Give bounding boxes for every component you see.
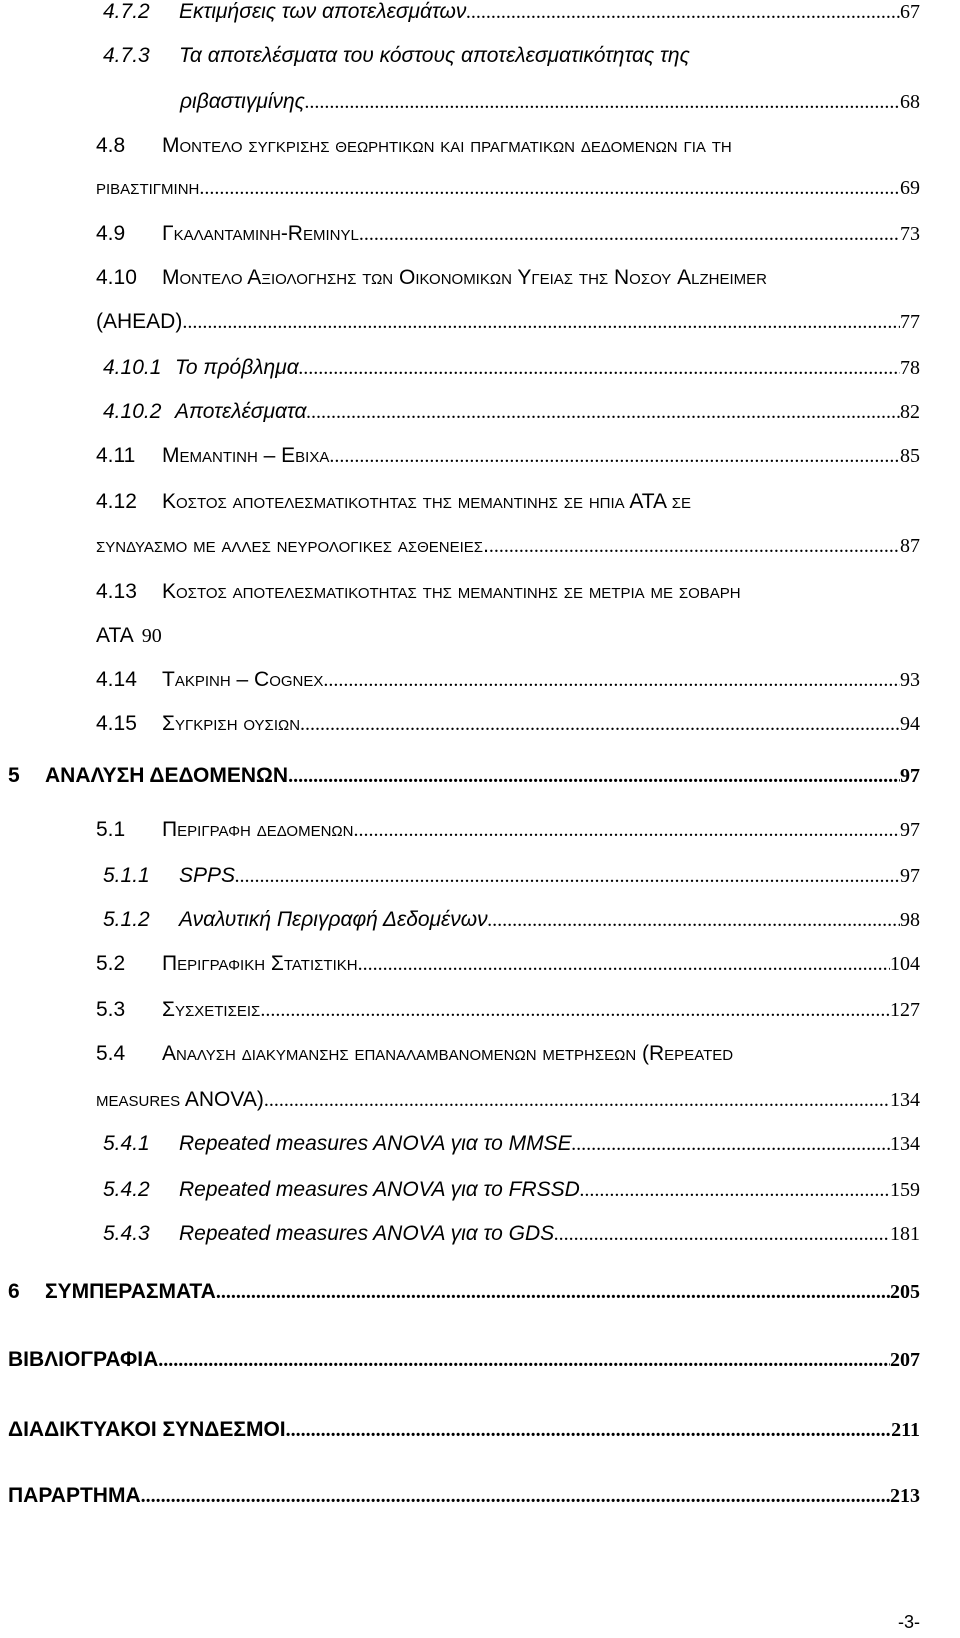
entry-title: συνδυασμο με αλλες νευρολογικες ασθενειες. bbox=[96, 534, 489, 557]
entry-title: Μοντελο συγκρισης θεωρητικων και πραγματικων δεδομενων για τη bbox=[162, 134, 732, 157]
entry-number: 5.4.2 bbox=[103, 1178, 150, 1201]
entry-number: 4.7.2 bbox=[103, 0, 150, 23]
toc-entry-bibliography bbox=[8, 1340, 920, 1380]
entry-page: 73 bbox=[900, 223, 920, 245]
entry-title: ΣΥΜΠΕΡΑΣΜΑΤΑ bbox=[45, 1280, 216, 1303]
dot-leader bbox=[158, 1340, 890, 1380]
dot-leader bbox=[305, 82, 900, 122]
entry-number: 4.10.1 bbox=[103, 356, 162, 379]
toc-entry-4-10 bbox=[96, 258, 767, 298]
entry-title: Περιγραφικη Στατιστικη bbox=[162, 952, 358, 975]
toc-entry-4-7-3 bbox=[103, 36, 690, 76]
toc-entry-4-9 bbox=[96, 214, 920, 254]
entry-page: 134 bbox=[890, 1133, 920, 1155]
entry-page: 85 bbox=[900, 445, 920, 467]
toc-entry-6 bbox=[8, 1272, 920, 1312]
toc-entry-4-10-cont bbox=[96, 302, 920, 342]
dot-leader bbox=[199, 168, 900, 208]
entry-page: 94 bbox=[900, 713, 920, 735]
entry-number: 5.4.3 bbox=[103, 1222, 150, 1245]
entry-number: 6 bbox=[8, 1280, 20, 1303]
entry-title: Μεμαντινη – Εbixa bbox=[162, 444, 330, 467]
toc-entry-5-4-1 bbox=[103, 1124, 920, 1164]
entry-page: 77 bbox=[900, 311, 920, 333]
entry-title: Περιγραφη δεδομενων bbox=[162, 818, 354, 841]
dot-leader bbox=[323, 660, 900, 700]
entry-page: 97 bbox=[900, 865, 920, 887]
entry-page: 97 bbox=[900, 819, 920, 841]
entry-title: SPPS bbox=[179, 864, 236, 887]
dot-leader bbox=[359, 214, 900, 254]
entry-page: 207 bbox=[890, 1349, 920, 1371]
entry-page: 181 bbox=[890, 1223, 920, 1245]
entry-page: 97 bbox=[900, 765, 920, 787]
toc-entry-5-1-1 bbox=[103, 856, 920, 896]
toc-entry-5-3 bbox=[96, 990, 920, 1030]
toc-entry-4-13 bbox=[96, 572, 741, 612]
entry-number: 4.10 bbox=[96, 266, 137, 289]
dot-leader bbox=[288, 756, 900, 796]
toc-entry-4-12-cont bbox=[96, 526, 920, 566]
toc-entry-5-4-3 bbox=[103, 1214, 920, 1254]
entry-title: Repeated measures ANOVA για το MMSE bbox=[179, 1132, 572, 1155]
toc-entry-web-links bbox=[8, 1410, 920, 1450]
dot-leader bbox=[488, 900, 900, 940]
dot-leader bbox=[299, 348, 900, 388]
entry-title: Το πρόβλημα bbox=[175, 356, 299, 379]
entry-page: 67 bbox=[900, 1, 920, 23]
entry-title: Repeated measures ANOVA για το GDS bbox=[179, 1222, 555, 1245]
entry-title: Συσχετισεις bbox=[162, 998, 261, 1021]
entry-title: Τα αποτελέσματα του κόστους αποτελεσματικότητας της bbox=[179, 44, 690, 67]
entry-number: 5.1.1 bbox=[103, 864, 150, 887]
toc-entry-4-10-1 bbox=[103, 348, 920, 388]
toc-entry-4-13-cont bbox=[96, 616, 162, 656]
entry-number: 4.12 bbox=[96, 490, 137, 513]
dot-leader bbox=[554, 1214, 890, 1254]
entry-number: 4.11 bbox=[96, 444, 136, 467]
entry-number: 4.13 bbox=[96, 580, 137, 603]
entry-page: 213 bbox=[890, 1485, 920, 1507]
dot-leader bbox=[489, 526, 900, 566]
toc-entry-5-1-2 bbox=[103, 900, 920, 940]
entry-number: 4.9 bbox=[96, 222, 126, 245]
dot-leader bbox=[307, 392, 901, 432]
entry-number: 5.2 bbox=[96, 952, 126, 975]
toc-entry-5-2 bbox=[96, 944, 920, 984]
entry-title: ΑΤΑ bbox=[96, 624, 134, 647]
dot-leader bbox=[141, 1476, 890, 1516]
dot-leader bbox=[300, 704, 900, 744]
entry-page: 127 bbox=[890, 999, 920, 1021]
dot-leader bbox=[466, 0, 900, 32]
entry-number: 5.4 bbox=[96, 1042, 126, 1065]
toc-entry-4-12 bbox=[96, 482, 691, 522]
entry-title: Κοστος αποτελεσματικοτητας της μεμαντινης σε μετρια με σοβαρη bbox=[162, 580, 741, 603]
entry-page: 205 bbox=[890, 1281, 920, 1303]
entry-page: 69 bbox=[900, 177, 920, 199]
entry-title: ριβαστιγμίνης bbox=[180, 90, 305, 113]
page-number: -3- bbox=[898, 1612, 920, 1632]
dot-leader bbox=[572, 1124, 890, 1164]
entry-number: 4.14 bbox=[96, 668, 137, 691]
entry-number: 4.15 bbox=[96, 712, 137, 735]
dot-leader bbox=[580, 1170, 890, 1210]
toc-entry-5-4-2 bbox=[103, 1170, 920, 1210]
entry-number: 4.7.3 bbox=[103, 44, 150, 67]
entry-title: ΔΙΑΔΙΚΤΥΑΚΟΙ ΣΥΝΔΕΣΜΟΙ bbox=[8, 1418, 286, 1441]
entry-title: Γκαλανταμινη-Reminyl bbox=[162, 222, 359, 245]
entry-number: 5.1.2 bbox=[103, 908, 150, 931]
entry-number: 5.1 bbox=[96, 818, 126, 841]
toc-entry-4-10-2 bbox=[103, 392, 920, 432]
toc-entry-appendix bbox=[8, 1476, 920, 1516]
dot-leader bbox=[329, 436, 900, 476]
entry-title: ΒΙΒΛΙΟΓΡΑΦΙΑ bbox=[8, 1348, 159, 1371]
dot-leader bbox=[358, 944, 890, 984]
entry-page: 211 bbox=[891, 1419, 920, 1441]
entry-page: 90 bbox=[141, 625, 162, 647]
toc-entry-5-4-cont bbox=[96, 1080, 920, 1120]
toc-entry-4-14 bbox=[96, 660, 920, 700]
entry-number: 5.3 bbox=[96, 998, 126, 1021]
entry-title: Αναλυση διακυμανσης επαναλαμβανομενων μετρησεων (Repeated bbox=[162, 1042, 734, 1065]
toc-entry-4-11 bbox=[96, 436, 920, 476]
entry-number: 5.4.1 bbox=[103, 1132, 150, 1155]
entry-page: 104 bbox=[890, 953, 920, 975]
entry-number: 5 bbox=[8, 764, 20, 787]
entry-title: measures ANOVA) bbox=[96, 1088, 264, 1111]
entry-page: 78 bbox=[900, 357, 920, 379]
entry-title: Τακρινη – Cognex bbox=[162, 668, 324, 691]
entry-title: (AHEAD) bbox=[96, 310, 183, 333]
toc-entry-4-15 bbox=[96, 704, 920, 744]
dot-leader bbox=[235, 856, 900, 896]
entry-page: 93 bbox=[900, 669, 920, 691]
entry-page: 87 bbox=[900, 535, 920, 557]
entry-title: Συγκριση ουσιων bbox=[162, 712, 301, 735]
dot-leader bbox=[353, 810, 900, 850]
entry-page: 159 bbox=[890, 1179, 920, 1201]
entry-page: 134 bbox=[890, 1089, 920, 1111]
entry-title: Αποτελέσματα bbox=[175, 400, 307, 423]
dot-leader bbox=[260, 990, 890, 1030]
entry-title: Εκτιμήσεις των αποτελεσμάτων bbox=[179, 0, 467, 23]
dot-leader bbox=[216, 1272, 890, 1312]
dot-leader bbox=[264, 1080, 890, 1120]
toc-entry-5 bbox=[8, 756, 920, 796]
entry-page: 68 bbox=[900, 91, 920, 113]
toc-entry-4-8-cont bbox=[96, 168, 920, 208]
entry-title: ριβαστιγμινη bbox=[96, 176, 200, 199]
entry-title: Μοντελο Αξιολογησης των Οικονομικων Υγειας της Νοσου Alzheimer bbox=[162, 266, 767, 289]
toc-entry-4-8 bbox=[96, 126, 732, 166]
toc-entry-5-1 bbox=[96, 810, 920, 850]
entry-page: 98 bbox=[900, 909, 920, 931]
toc-entry-5-4 bbox=[96, 1034, 733, 1074]
entry-number: 4.8 bbox=[96, 134, 126, 157]
toc-entry-4-7-2 bbox=[103, 0, 920, 32]
entry-number: 4.10.2 bbox=[103, 400, 162, 423]
entry-title: ΑΝΑΛΥΣΗ ΔΕΔΟΜΕΝΩΝ bbox=[45, 764, 289, 787]
dot-leader bbox=[182, 302, 900, 342]
entry-title: ΠΑΡΑΡΤΗΜΑ bbox=[8, 1484, 141, 1507]
dot-leader bbox=[286, 1410, 891, 1450]
entry-title: Αναλυτική Περιγραφή Δεδομένων bbox=[179, 908, 488, 931]
entry-title: Repeated measures ANOVA για το FRSSD bbox=[179, 1178, 580, 1201]
toc-entry-4-7-3-cont bbox=[180, 82, 920, 122]
entry-title: Κοστος αποτελεσματικοτητας της μεμαντινης σε ηπια ΑΤΑ σε bbox=[162, 490, 692, 513]
entry-page: 82 bbox=[900, 401, 920, 423]
